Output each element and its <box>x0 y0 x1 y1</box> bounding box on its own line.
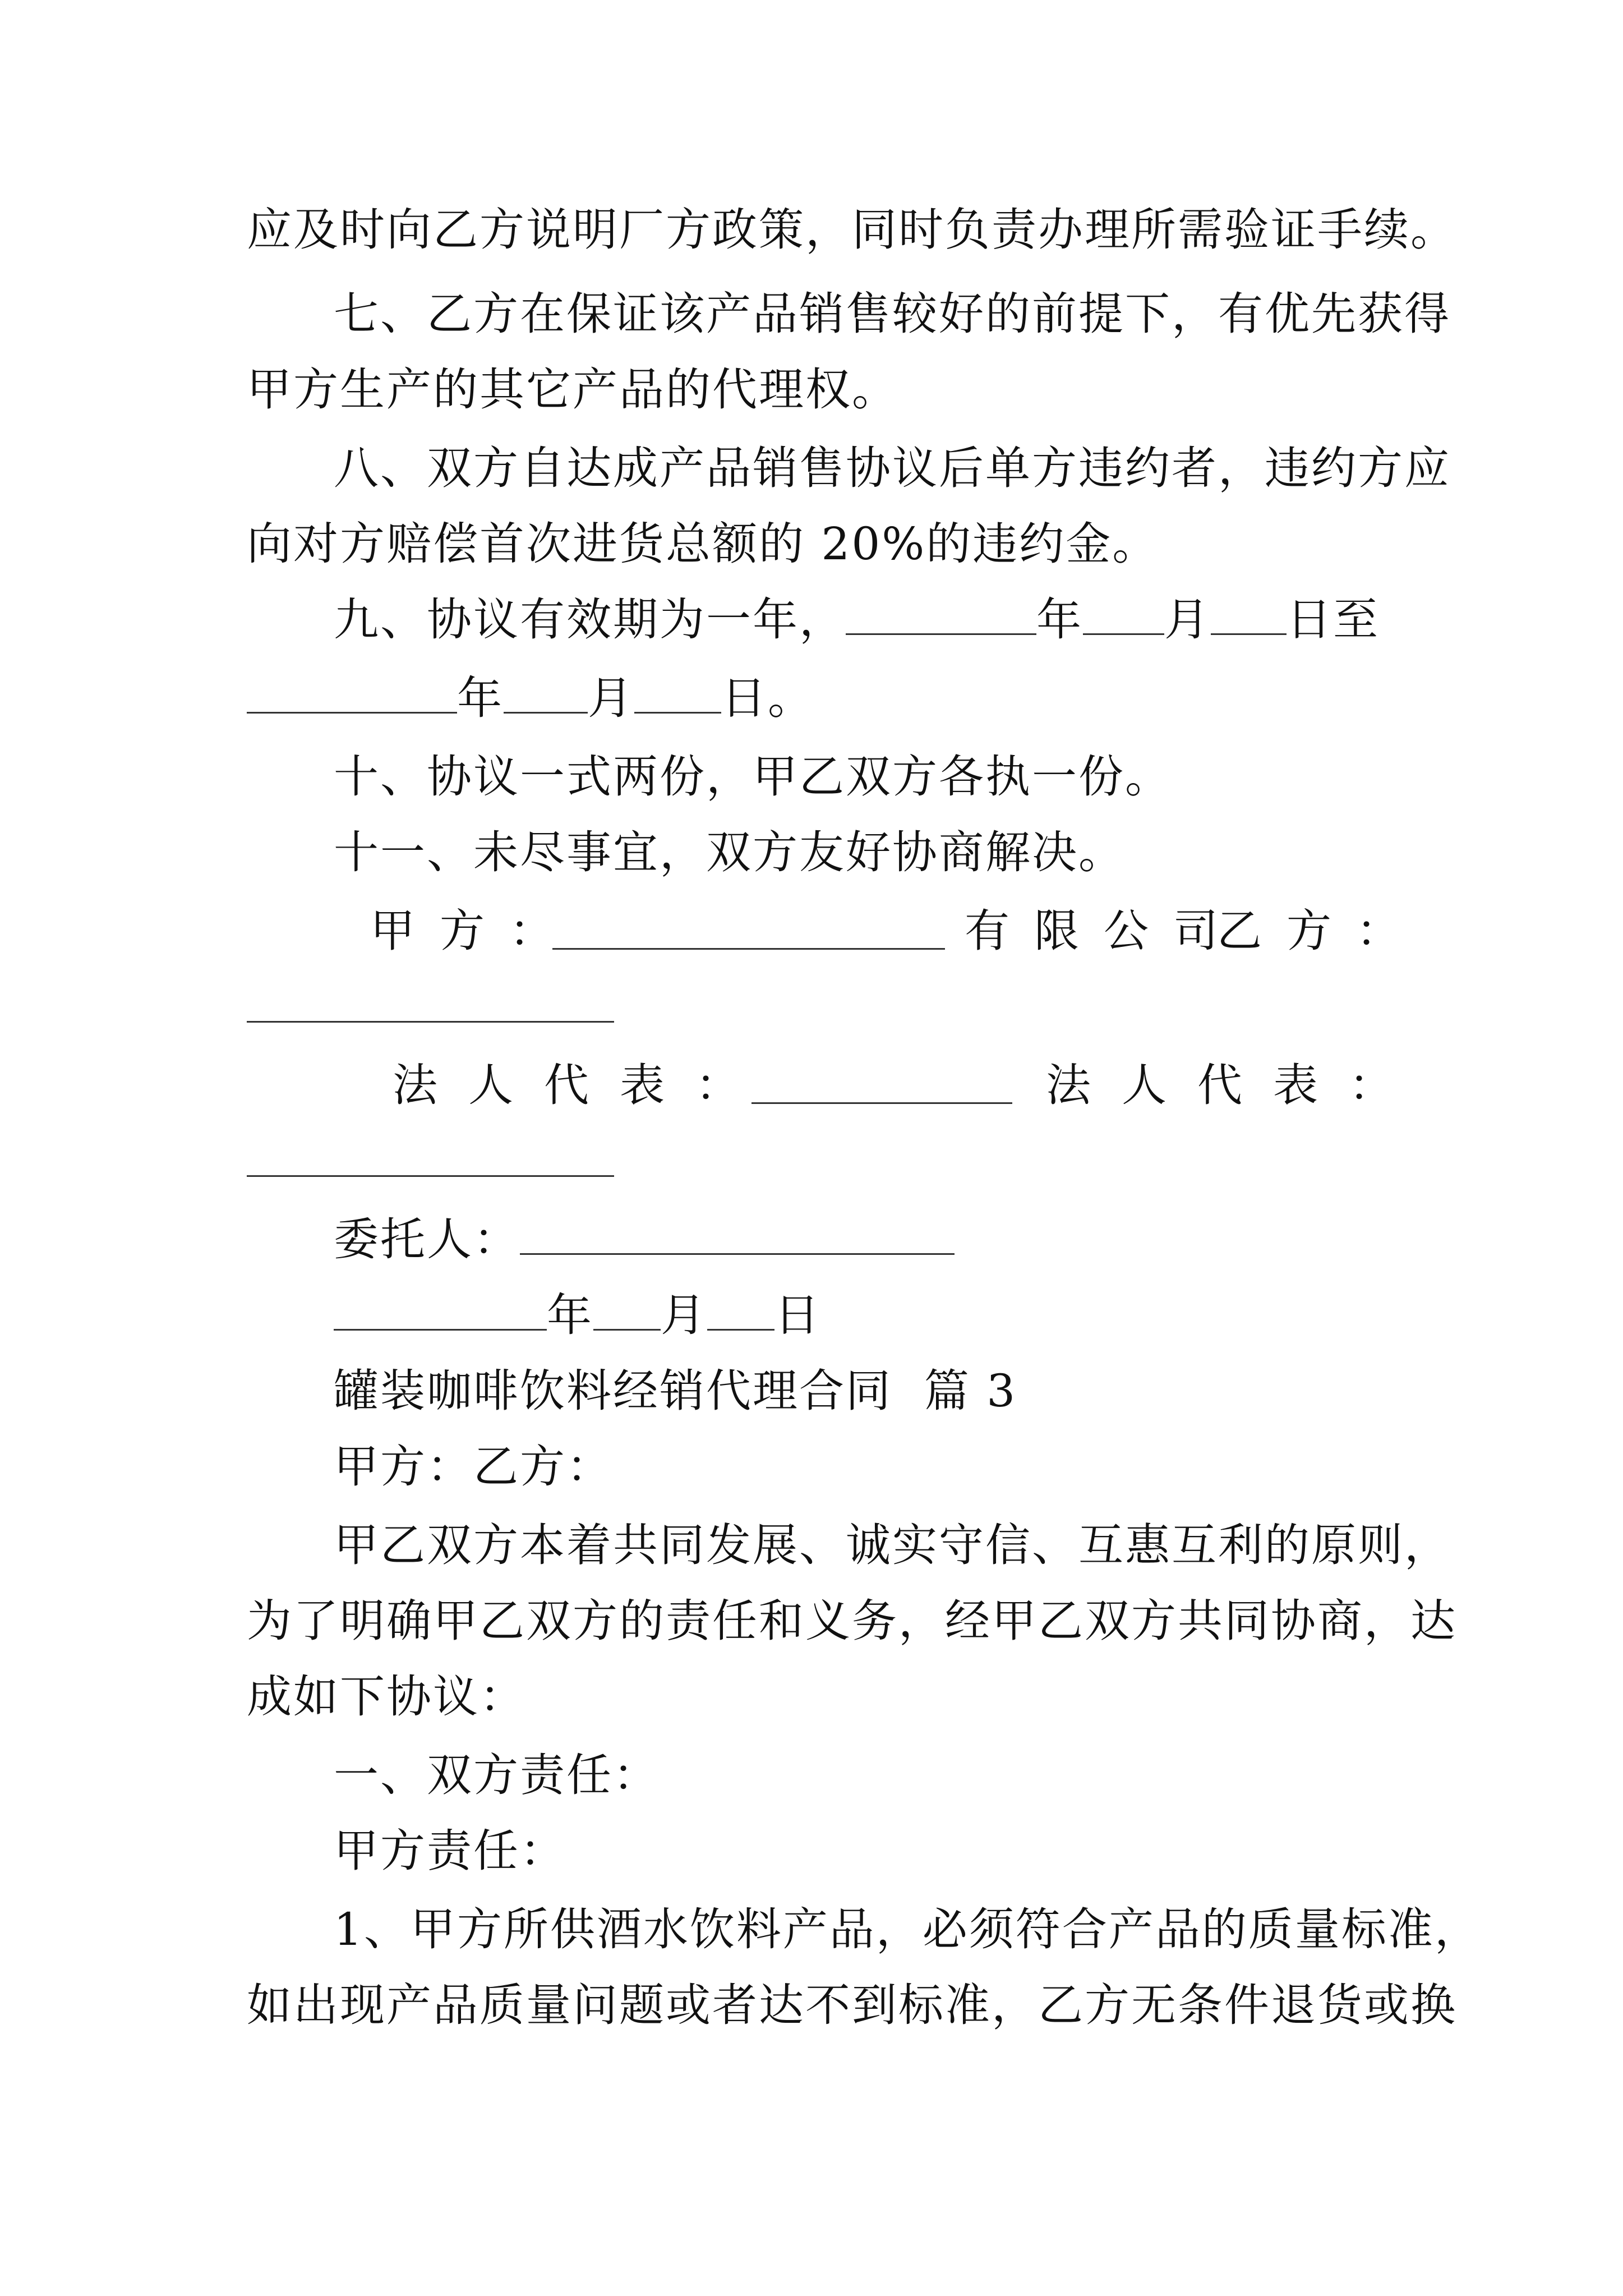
intro-line: 为了明确甲乙双方的责任和义务，经甲乙双方共同协商，达 <box>247 1595 1457 1647</box>
year-label: 年 <box>547 1289 593 1341</box>
month-label: 月 <box>1164 593 1211 646</box>
signature-line <box>552 948 945 950</box>
parties-line: 甲方：乙方： <box>334 1441 613 1493</box>
party-a-label: 甲方： <box>370 905 579 957</box>
clause-8-line: 八、双方自达成产品销售协议后单方违约者，违约方应 <box>334 442 1451 494</box>
fill-blank <box>334 1292 547 1331</box>
day-label: 日 <box>774 1289 821 1341</box>
fill-blank <box>846 596 1036 635</box>
clause-9-prefix: 九、协议有效期为一年， <box>334 593 846 646</box>
day-to-label: 日至 <box>1287 593 1380 646</box>
item-line: 1、甲方所供酒水饮料产品，必须符合产品的质量标准， <box>334 1903 1481 1955</box>
year-label: 年 <box>457 672 504 724</box>
paragraph-line: 应及时向乙方说明厂方政策，同时负责办理所需验证手续。 <box>247 204 1457 256</box>
clause-7-line: 七、乙方在保证该产品销售较好的前提下，有优先获得 <box>334 288 1451 340</box>
month-label: 月 <box>588 672 634 724</box>
clause-9-line <box>334 592 1380 648</box>
fill-blank <box>634 675 721 714</box>
year-label: 年 <box>1036 593 1083 646</box>
clause-9-line <box>247 670 814 726</box>
signature-line <box>751 1102 1012 1104</box>
fill-blank <box>520 1216 955 1255</box>
fill-blank <box>1211 596 1287 635</box>
clause-10-line: 十、协议一式两份，甲乙双方各执一份。 <box>334 751 1172 803</box>
agent-line <box>334 1212 955 1268</box>
fill-blank <box>593 1292 661 1331</box>
item-line: 如出现产品质量问题或者达不到标准，乙方无条件退货或换 <box>247 1979 1457 2031</box>
month-label: 月 <box>661 1289 707 1341</box>
section-title: 罐装咖啡饮料经销代理合同 篇 3 <box>334 1365 1017 1417</box>
heading: 甲方责任： <box>334 1825 566 1877</box>
signature-line <box>247 1175 614 1177</box>
agent-label: 委托人： <box>334 1213 520 1266</box>
intro-line: 成如下协议： <box>247 1671 526 1723</box>
fill-blank <box>504 675 588 714</box>
clause-8-line: 向对方赔偿首次进货总额的 20%的违约金。 <box>247 518 1159 570</box>
intro-line: 甲乙双方本着共同发展、诚实守信、互惠互利的原则， <box>334 1519 1451 1571</box>
legal-rep-b-label: 法人代表： <box>1046 1059 1424 1111</box>
fill-blank <box>707 1292 774 1331</box>
clause-7-line: 甲方生产的其它产品的代理权。 <box>247 364 898 416</box>
date-line <box>334 1287 821 1343</box>
company-label: 有限公司 <box>965 905 1243 957</box>
legal-rep-a-label: 法人代表： <box>393 1059 771 1111</box>
heading: 一、双方责任： <box>334 1749 660 1801</box>
fill-blank <box>247 675 457 714</box>
fill-blank <box>1083 596 1164 635</box>
signature-line <box>247 1021 614 1023</box>
clause-11-line: 十一、未尽事宜，双方友好协商解决。 <box>334 826 1125 878</box>
day-label: 日。 <box>721 672 814 724</box>
party-b-label: 乙方： <box>1217 905 1426 957</box>
